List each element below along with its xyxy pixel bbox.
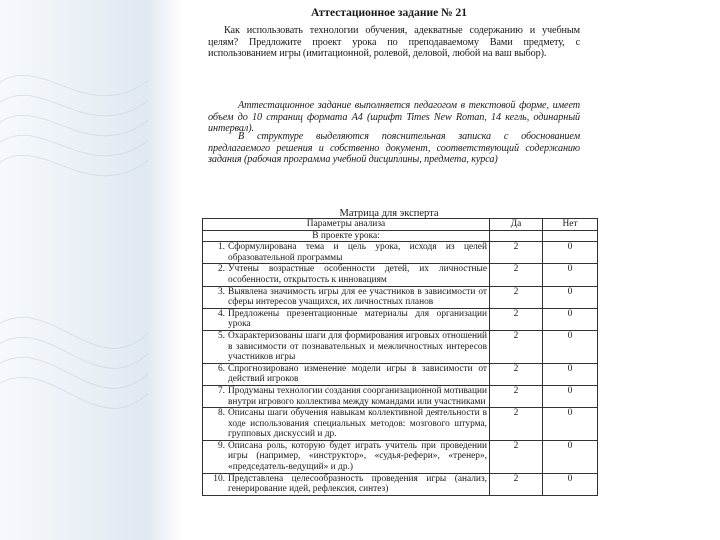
no-score: 0: [543, 308, 598, 330]
criterion-cell: [203, 363, 490, 385]
criterion-text: Охарактеризованы шаги для формирования игровых отношений в зависимости от познавательных и межличностных интересов участников игры: [228, 330, 487, 363]
no-score: 0: [543, 408, 598, 441]
criterion-cell: [203, 408, 490, 441]
criterion-text: Предложены презентационные материалы для организации урока: [228, 308, 487, 330]
criterion-number: 6.: [217, 363, 225, 374]
criterion-text: Выявлена значимость игры для ее участников в зависимости от сферы интересов учащихся, их личностных планов: [228, 286, 487, 308]
table-row: [203, 440, 598, 473]
yes-score: 2: [490, 330, 543, 363]
criterion-number: 1.: [217, 242, 225, 253]
no-score: 0: [543, 264, 598, 286]
format-note: Аттестационное задание выполняется педагогом в текстовой форме, имеет объем до 10 страниц формата А4 (шрифт Times New Roman, 14 кегль, одинарный интервал).: [208, 100, 580, 135]
section-label: В проекте урока:: [203, 230, 490, 242]
yes-score: 2: [490, 308, 543, 330]
task-question: Как использовать технологии обучения, адекватные содержанию и учебным целям? Предложите проект урока по преподаваемому Вами предмету, с использованием игры (имитационной, ролевой, деловой, любой на ваш выбор).: [208, 25, 580, 60]
criterion-text: Описана роль, которую будет играть учитель при проведении игры (например, «инструктор», «судья-рефери», «тренер», «председатель-ведущий» и др.): [228, 440, 487, 473]
criterion-cell: [203, 473, 490, 495]
criterion-cell: [203, 242, 490, 264]
criterion-cell: [203, 286, 490, 308]
yes-score: 2: [490, 242, 543, 264]
criterion-number: 8.: [217, 408, 225, 419]
criterion-cell: [203, 440, 490, 473]
decorative-side-panel: [0, 0, 148, 540]
structure-note: В структуре выделяются пояснительная записка с обоснованием предлагаемого решения и собственно документ, соответствующий содержанию задания (рабочая программа учебной дисциплины, предмета, курса): [208, 131, 580, 166]
criterion-cell: [203, 264, 490, 286]
no-score: 0: [543, 440, 598, 473]
criterion-number: 2.: [217, 264, 225, 275]
table-row: [203, 242, 598, 264]
criterion-number: 4.: [217, 308, 225, 319]
empty-cell: [543, 230, 598, 242]
wave-pattern-icon: [0, 0, 148, 540]
table-header-row: [203, 219, 598, 231]
yes-score: 2: [490, 440, 543, 473]
side-panel-gradient-edge: [148, 0, 184, 540]
criterion-text: Описаны шаги обучения навыкам коллективной деятельности в ходе использования специальных методов: мозгового штурма, групповых дискуссий и др.: [228, 408, 487, 440]
header-param: Параметры анализа: [203, 219, 490, 231]
criterion-text: Сформулирована тема и цель урока, исходя из целей образовательной программы: [228, 242, 487, 263]
table-row: [203, 264, 598, 286]
empty-cell: [490, 230, 543, 242]
table-row: [203, 363, 598, 385]
yes-score: 2: [490, 264, 543, 286]
table-row: [203, 473, 598, 495]
document-page: [196, 0, 582, 540]
matrix-title: Матрица для эксперта: [339, 208, 439, 219]
no-score: 0: [543, 385, 598, 407]
table-row: [203, 385, 598, 407]
yes-score: 2: [490, 385, 543, 407]
header-no: Нет: [543, 219, 598, 231]
no-score: 0: [543, 473, 598, 495]
criterion-text: Продуманы технологии создания соорганизационной мотивации внутри игрового коллектива между командами или участниками: [228, 385, 487, 407]
document-title: Аттестационное задание № 21: [310, 7, 467, 19]
no-score: 0: [543, 242, 598, 264]
table-row: [203, 330, 598, 363]
criterion-number: 7.: [217, 385, 225, 396]
yes-score: 2: [490, 363, 543, 385]
table-row: [203, 286, 598, 308]
criterion-text: Учтены возрастные особенности детей, их личностные особенности, открытость к инновациям: [228, 264, 487, 285]
criterion-number: 3.: [217, 286, 225, 297]
criterion-text: Спрогнозировано изменение модели игры в зависимости от действий игроков: [228, 363, 487, 385]
expert-matrix-table: [202, 218, 598, 496]
no-score: 0: [543, 330, 598, 363]
criterion-cell: [203, 385, 490, 407]
table-row: [203, 308, 598, 330]
criterion-cell: [203, 308, 490, 330]
criterion-number: 5.: [217, 330, 225, 341]
criterion-cell: [203, 330, 490, 363]
section-row: [203, 230, 598, 242]
criterion-text: Представлена целесообразность проведения игры (анализ, генерирование идей, рефлексия, синтез): [228, 473, 487, 495]
criterion-number: 9.: [217, 440, 225, 451]
header-yes: Да: [490, 219, 543, 231]
yes-score: 2: [490, 408, 543, 441]
no-score: 0: [543, 286, 598, 308]
table-row: [203, 408, 598, 441]
criterion-number: 10.: [213, 473, 225, 484]
yes-score: 2: [490, 286, 543, 308]
criteria-list: [203, 242, 598, 496]
no-score: 0: [543, 363, 598, 385]
yes-score: 2: [490, 473, 543, 495]
